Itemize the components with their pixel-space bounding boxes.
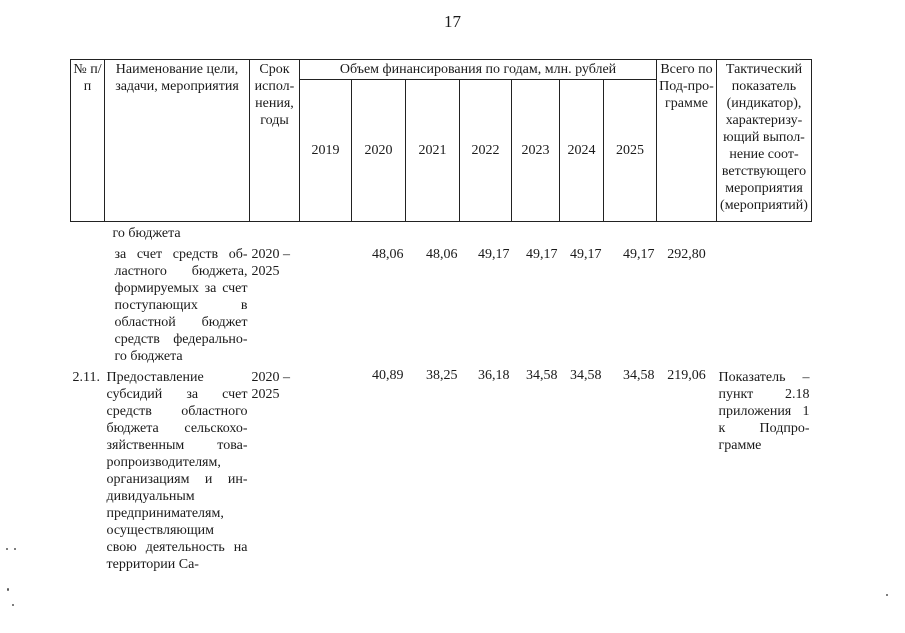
row-value-2025: 49,17 [623, 247, 655, 262]
row-value-2024: 34,58 [570, 368, 602, 383]
row-value-2019 [300, 244, 352, 367]
row-value-2022: 36,18 [478, 368, 510, 383]
scan-speck [886, 594, 888, 596]
header-year-2022: 2022 [460, 80, 512, 222]
header-year-2019: 2019 [300, 80, 352, 222]
scan-speck [6, 548, 8, 550]
table-row [71, 367, 812, 575]
scan-speck [12, 604, 14, 606]
row-name: го бюджета [112, 226, 181, 241]
header-year-2025: 2025 [604, 80, 657, 222]
row-value-2024: 49,17 [570, 247, 602, 262]
row-value-2021 [406, 222, 460, 245]
row-total [657, 222, 717, 245]
row-indicator [717, 244, 812, 367]
row-term: 2020 – 2025 [251, 370, 290, 402]
row-total: 219,06 [667, 368, 706, 383]
row-name: Предоставление субсидий за счет средств областного бюджета сельскохо-зяйственным това-ропроизводителям, организациям и ин-дивидуальным предпринимателям, осуществляющим свою деятельность на территории Са- [106, 370, 248, 572]
row-value-2019 [300, 222, 352, 245]
row-num [71, 244, 105, 367]
row-num [71, 222, 105, 245]
row-value-2020 [352, 222, 406, 245]
header-term: Срок испол-нения, годы [250, 60, 300, 222]
row-value-2020: 40,89 [372, 368, 404, 383]
row-value-2022 [460, 222, 512, 245]
header-indicator: Тактический показатель (индикатор), характеризу-ющий выпол-нение соот-ветствующего мероприятия (мероприятий) [717, 60, 812, 222]
page-number: 17 [444, 12, 461, 31]
header-year-2020: 2020 [352, 80, 406, 222]
header-years-group: Объем финансирования по годам, млн. рублей [300, 60, 657, 80]
row-value-2022: 49,17 [478, 247, 510, 262]
row-value-2025: 34,58 [623, 368, 655, 383]
row-value-2021: 48,06 [426, 247, 458, 262]
row-name: за счет средств об-ластного бюджета, формируемых за счет поступающих в областной бюджет средств федерально-го бюджета [114, 247, 248, 364]
row-value-2023: 34,58 [526, 368, 558, 383]
table-row [71, 244, 812, 367]
row-term: 2020 – 2025 [251, 247, 290, 279]
financing-table [70, 59, 812, 575]
row-value-2025 [604, 222, 657, 245]
row-indicator: Показатель – пункт 2.18 приложения 1 к Подпро-грамме [718, 370, 810, 453]
row-num: 2.11. [72, 370, 100, 385]
header-num: № п/п [71, 60, 105, 222]
header-name: Наименование цели, задачи, мероприятия [105, 60, 250, 222]
table-row [71, 222, 812, 245]
row-indicator [717, 222, 812, 245]
scan-speck [14, 548, 16, 550]
row-term [250, 222, 300, 245]
row-value-2024 [560, 222, 604, 245]
row-value-2021: 38,25 [426, 368, 458, 383]
header-year-2024: 2024 [560, 80, 604, 222]
row-total: 292,80 [667, 247, 706, 262]
header-total: Всего по Под-про-грамме [657, 60, 717, 222]
header-year-2023: 2023 [512, 80, 560, 222]
row-value-2023 [512, 222, 560, 245]
row-value-2019 [300, 367, 352, 575]
header-year-2021: 2021 [406, 80, 460, 222]
row-value-2020: 48,06 [372, 247, 404, 262]
row-value-2023: 49,17 [526, 247, 558, 262]
scan-speck [7, 588, 9, 591]
